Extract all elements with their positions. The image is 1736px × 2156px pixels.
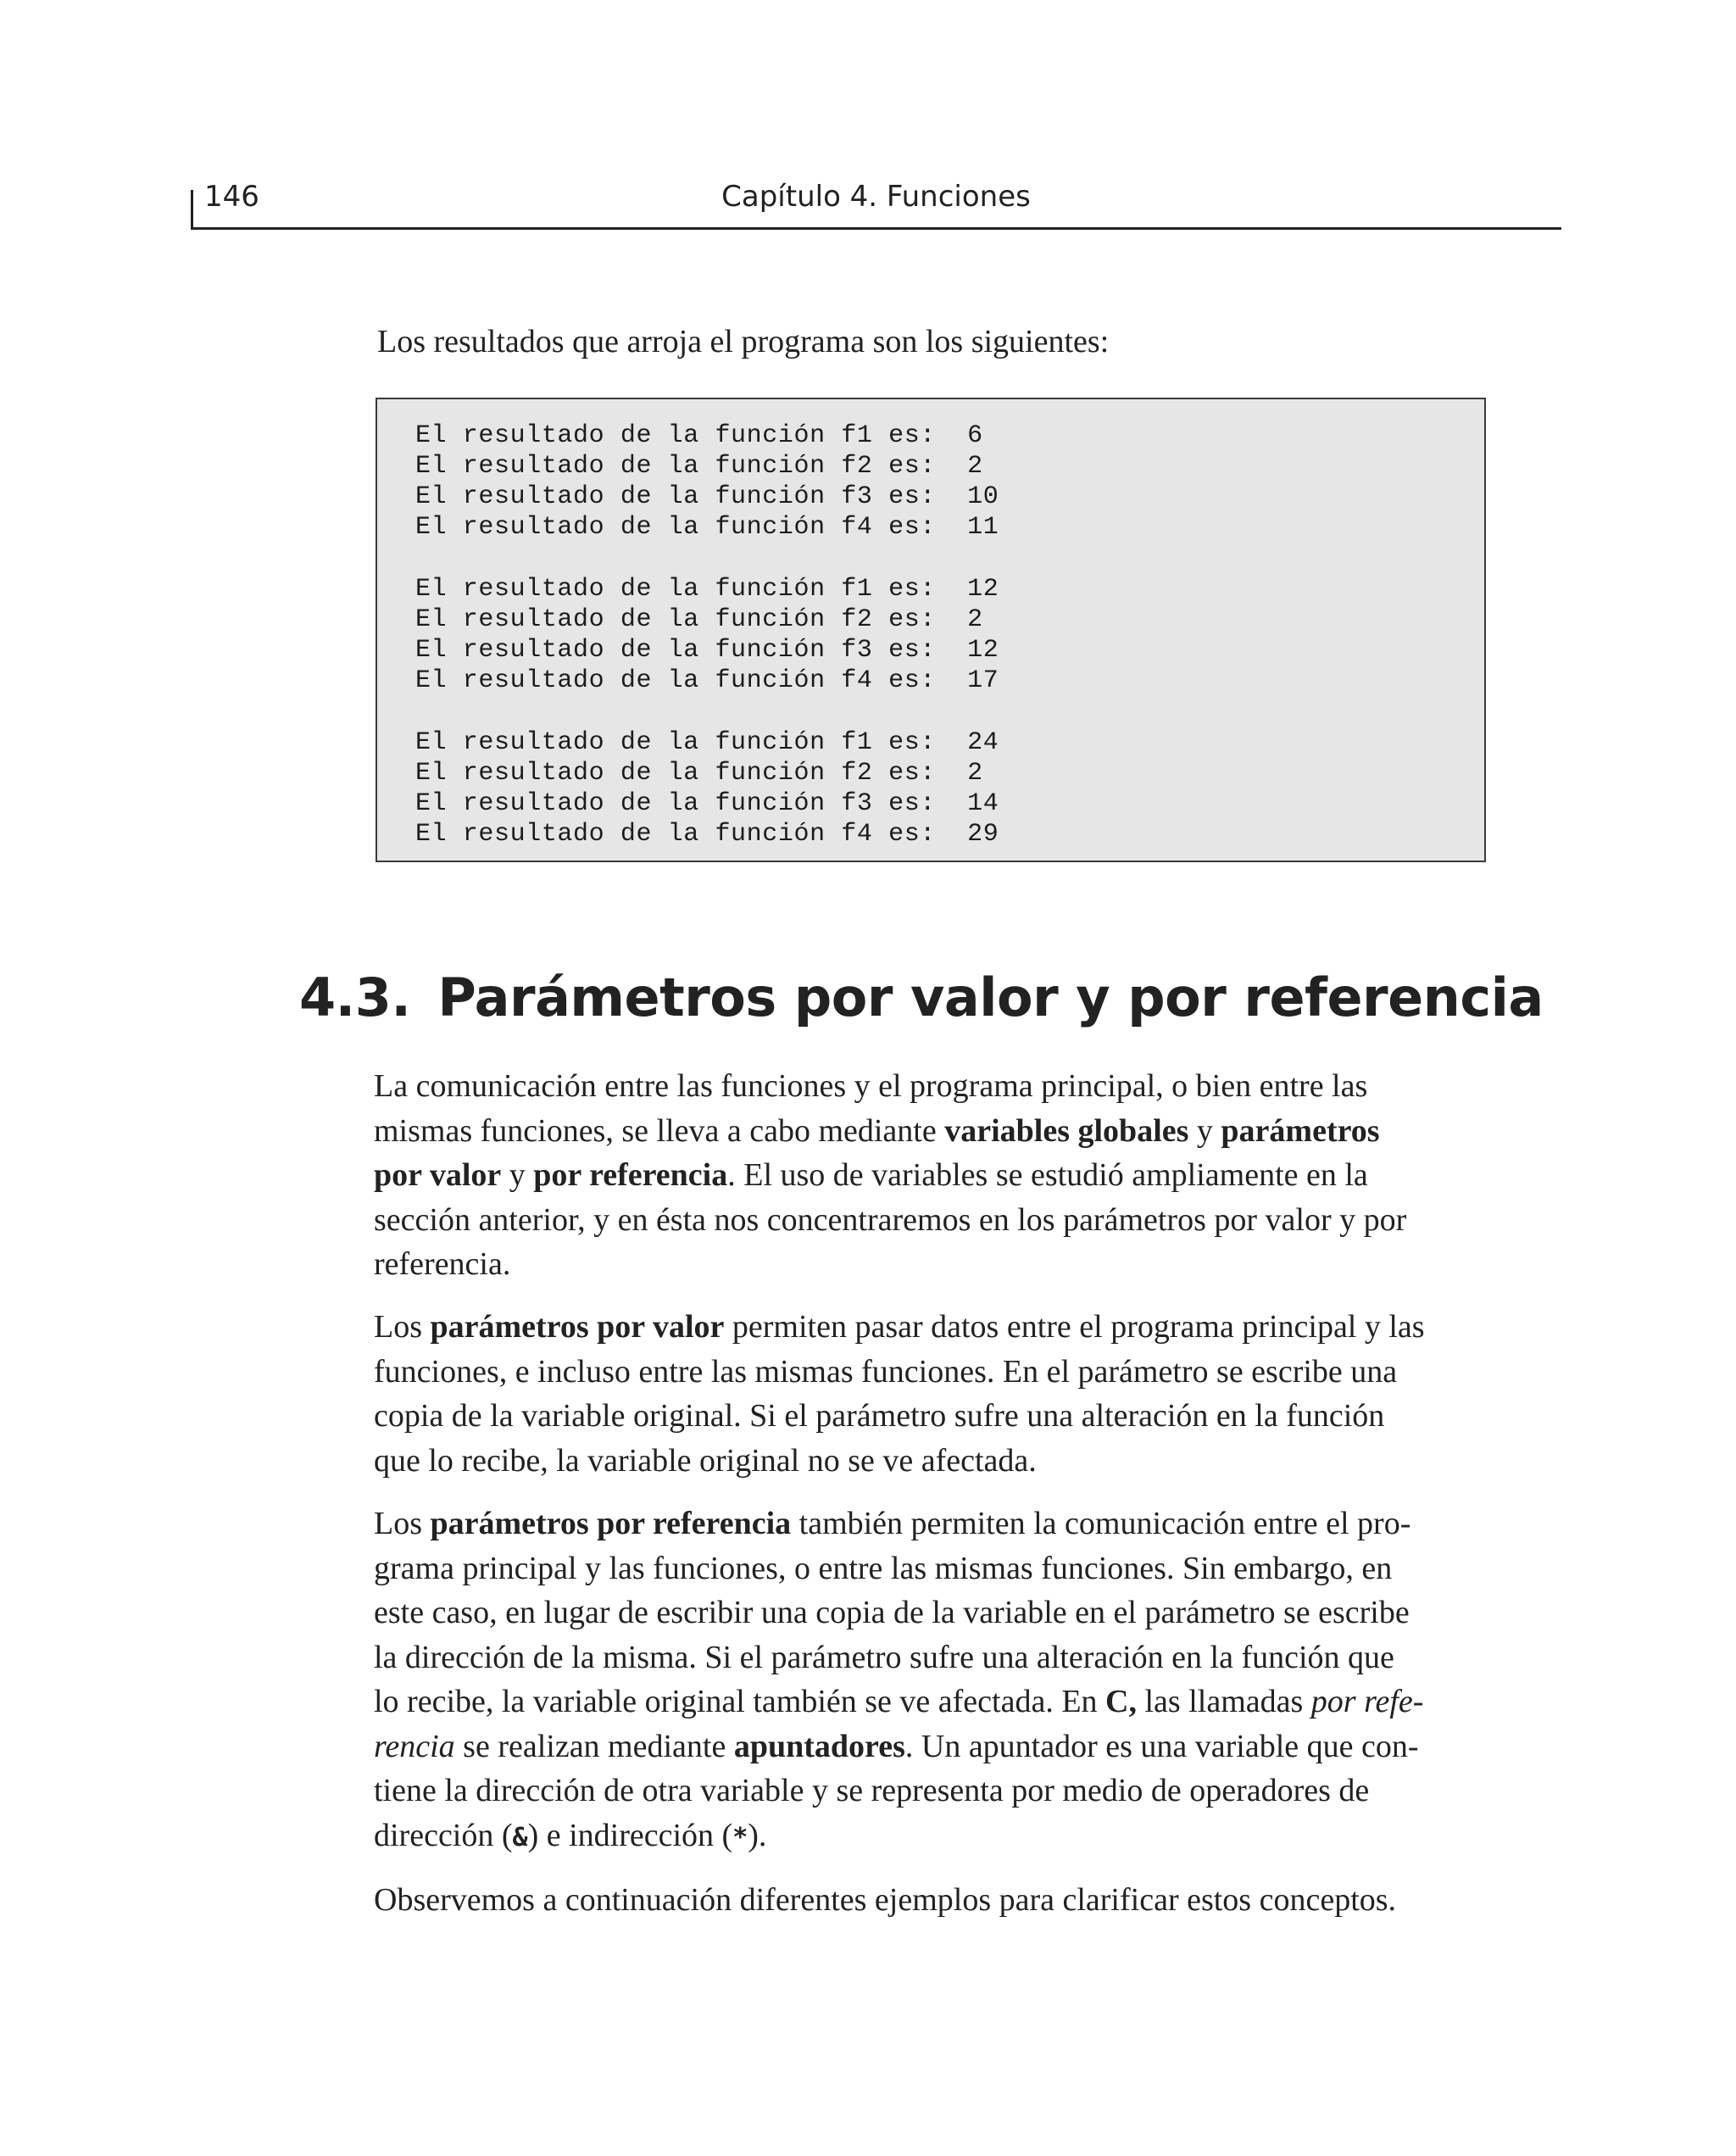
italic-term: rencia [374,1728,455,1764]
output-line: El resultado de la función f4 es: 29 [415,820,999,849]
output-group [415,574,999,696]
text-run: ) e indirección ( [527,1817,733,1853]
text-line: referencia. [374,1246,511,1282]
text-run: . Un apuntador es una variable que con- [904,1728,1419,1764]
bold-term: por valor [374,1157,502,1193]
output-line: El resultado de la función f4 es: 17 [415,666,999,695]
output-line: El resultado de la función f2 es: 2 [415,605,983,634]
text-run: Los [374,1506,431,1541]
text-run: también permiten la comunicación entre el pro- [791,1506,1411,1541]
bold-term: parámetros por valor [430,1309,725,1345]
text-run: mismas funciones, se lleva a cabo mediante [374,1112,945,1149]
text-line [374,1813,1493,1861]
bold-term: parámetros [1221,1112,1380,1149]
section-number: 4.3. [299,967,411,1028]
text-line: que lo recibe, la variable original no se ve afectada. [374,1442,1037,1479]
output-line: El resultado de la función f2 es: 2 [415,759,983,788]
page-number: 146 [204,180,259,214]
bold-term: por referencia [533,1157,728,1193]
text-line [374,1501,1493,1546]
text-run: y [1188,1112,1221,1149]
program-output-box [376,398,1486,862]
text-line: funciones, e incluso entre las mismas funciones. En el parámetro se escribe una [374,1353,1398,1390]
text-line: sección anterior, y en ésta nos concentraremos en los parámetros por valor y por [374,1201,1407,1238]
text-line [374,1724,1493,1769]
text-line: grama principal y las funciones, o entre las mismas funciones. Sin embargo, en [374,1550,1393,1586]
text-run: dirección ( [374,1817,513,1853]
address-operator: & [512,1822,528,1852]
italic-term: por refe- [1310,1684,1424,1719]
text-line: Observemos a continuación diferentes ejemplos para clarificar estos conceptos. [374,1882,1397,1918]
text-line: copia de la variable original. Si el parámetro sufre una alteración en la función [374,1398,1385,1434]
text-run: las llamadas [1137,1684,1311,1719]
running-title: Capítulo 4. Funciones [721,180,1031,214]
text-line: tiene la dirección de otra variable y se representa por medio de operadores de [374,1773,1370,1808]
text-run: . El uso de variables se estudió ampliamente en la [727,1157,1368,1193]
text-run: permiten pasar datos entre el programa principal y las [724,1309,1425,1345]
output-line: El resultado de la función f1 es: 24 [415,728,999,757]
paragraph-1 [374,1064,1493,1287]
output-line: El resultado de la función f1 es: 12 [415,575,999,604]
text-line [374,1109,1493,1154]
output-line: El resultado de la función f4 es: 11 [415,513,999,542]
bold-term: apuntadores [733,1728,905,1764]
output-line: El resultado de la función f3 es: 10 [415,482,999,511]
text-line: la dirección de la misma. Si el parámetro sufre una alteración en la función que [374,1639,1394,1675]
output-line: El resultado de la función f3 es: 12 [415,636,999,665]
text-run: se realizan mediante [454,1728,734,1764]
paragraph-4 [374,1878,1493,1923]
text-run: y [501,1157,534,1193]
text-line [374,1305,1493,1350]
output-line: El resultado de la función f3 es: 14 [415,789,999,818]
text-line: este caso, en lugar de escribir una copia de la variable en el parámetro se escribe [374,1595,1410,1630]
text-line [374,1153,1493,1198]
indirection-operator: * [732,1822,748,1852]
output-line: El resultado de la función f1 es: 6 [415,421,983,450]
text-run: Los [374,1309,431,1345]
paragraph-3 [374,1501,1493,1860]
output-group [415,727,999,850]
section-title-text: Parámetros por valor y por referencia [437,967,1544,1028]
output-group [415,421,999,543]
text-line: La comunicación entre las funciones y el programa principal, o bien entre las [374,1068,1368,1104]
intro-text: Los resultados que arroja el programa son los siguientes: [377,324,1110,359]
bold-term: variables globales [944,1112,1189,1149]
bold-term: parámetros por referencia [430,1506,792,1541]
page-header [191,176,1561,230]
bold-term: C, [1105,1684,1137,1719]
text-run: ). [748,1817,767,1853]
paragraph-2 [374,1305,1493,1483]
output-line: El resultado de la función f2 es: 2 [415,452,983,481]
text-run: lo recibe, la variable original también se ve afectada. En [374,1684,1106,1719]
text-line [374,1680,1493,1724]
section-heading [299,967,1544,1028]
